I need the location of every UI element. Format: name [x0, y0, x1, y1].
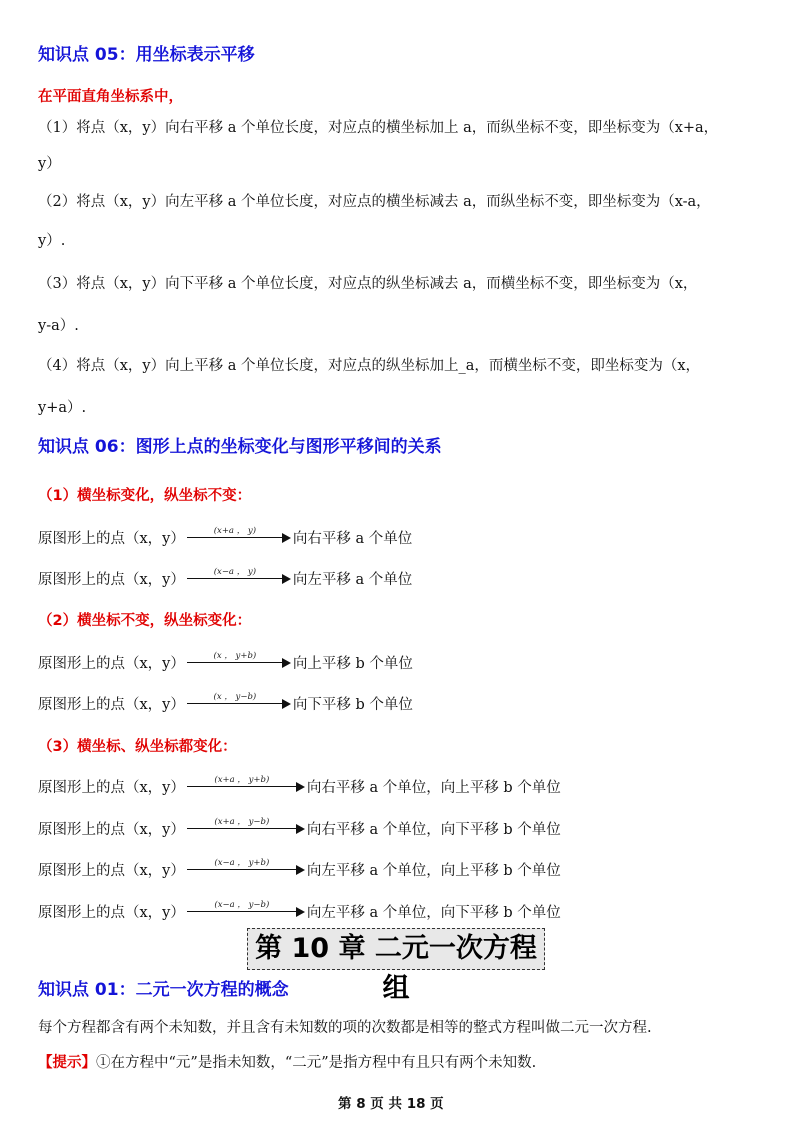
mapping-arrow-icon — [187, 774, 305, 798]
row-result: 向右平移 a 个单位，向下平移 b 个单位 — [306, 821, 561, 838]
row-prefix: 原图形上的点（x，y） — [38, 571, 185, 588]
row-prefix: 原图形上的点（x，y） — [38, 530, 185, 547]
row-prefix: 原图形上的点（x，y） — [38, 862, 185, 879]
mapping-row — [38, 816, 561, 840]
arrow-label: (x+a ， y+b) — [214, 775, 270, 785]
item-2-line-1: （2）将点（x，y）向左平移 a 个单位长度，对应点的横坐标减去 a，而纵坐标不变，即坐标变为（x-a， — [38, 194, 711, 210]
arrow-label: (x+a ， y) — [213, 526, 257, 536]
arrow-label: (x−a ， y) — [213, 567, 257, 577]
row-result: 向左平移 a 个单位 — [292, 571, 413, 588]
item-4-line-1: （4）将点（x，y）向上平移 a 个单位长度，对应点的纵坐标加上_a，而横坐标不变，即坐标变为（x， — [38, 358, 701, 374]
mapping-arrow-icon — [187, 816, 305, 840]
section-06-title: 知识点 06：图形上点的坐标变化与图形平移间的关系 — [38, 437, 442, 457]
arrow-label: (x+a ， y−b) — [214, 817, 270, 827]
arrow-label: (x−a ， y+b) — [214, 858, 270, 868]
section-05-title: 知识点 05：用坐标表示平移 — [38, 45, 255, 65]
item-4-line-2: y+a）. — [38, 400, 87, 416]
row-prefix: 原图形上的点（x，y） — [38, 821, 185, 838]
page-number: 第 8 页 共 18 页 — [338, 1096, 444, 1112]
mapping-arrow-icon — [187, 691, 291, 715]
subsection-2-title: （2）横坐标不变，纵坐标变化： — [38, 613, 252, 629]
mapping-row — [38, 650, 413, 674]
section-05-intro: 在平面直角坐标系中， — [38, 89, 183, 105]
item-3-line-2: y-a）. — [38, 318, 79, 334]
arrow-label: (x−a ， y−b) — [214, 900, 270, 910]
row-result: 向右平移 a 个单位，向上平移 b 个单位 — [306, 779, 561, 796]
row-result: 向上平移 b 个单位 — [292, 655, 413, 672]
section-01-title: 知识点 01：二元一次方程的概念 — [38, 980, 289, 1000]
tip-label: 【提示】 — [38, 1054, 96, 1071]
item-3-line-1: （3）将点（x，y）向下平移 a 个单位长度，对应点的纵坐标减去 a，而横坐标不变，即坐标变为（x， — [38, 276, 698, 292]
tip-text: ①在方程中“元”是指未知数，“二元”是指方程中有且只有两个未知数. — [96, 1055, 537, 1071]
subsection-3-title: （3）横坐标、纵坐标都变化： — [38, 739, 237, 755]
mapping-row — [38, 857, 561, 881]
definition-text: 每个方程都含有两个未知数，并且含有未知数的项的次数都是相等的整式方程叫做二元一次方程. — [38, 1020, 652, 1036]
mapping-arrow-icon — [187, 899, 305, 923]
item-1-line-1: （1）将点（x，y）向右平移 a 个单位长度，对应点的横坐标加上 a，而纵坐标不变，即坐标变为（x+a， — [38, 120, 719, 136]
tip-line — [38, 1053, 536, 1073]
arrow-label: (x ， y+b) — [213, 651, 257, 661]
mapping-arrow-icon — [187, 566, 291, 590]
mapping-arrow-icon — [187, 650, 291, 674]
row-prefix: 原图形上的点（x，y） — [38, 696, 185, 713]
row-result: 向右平移 a 个单位 — [292, 530, 413, 547]
mapping-row — [38, 566, 412, 590]
row-prefix: 原图形上的点（x，y） — [38, 904, 185, 921]
mapping-row — [38, 525, 412, 549]
mapping-arrow-icon — [187, 525, 291, 549]
mapping-arrow-icon — [187, 857, 305, 881]
item-1-line-2: y） — [38, 156, 61, 172]
item-2-line-2: y）. — [38, 233, 66, 249]
row-prefix: 原图形上的点（x，y） — [38, 779, 185, 796]
subsection-1-title: （1）横坐标变化，纵坐标不变： — [38, 488, 252, 504]
row-result: 向下平移 b 个单位 — [292, 696, 413, 713]
arrow-label: (x ， y−b) — [213, 692, 257, 702]
row-prefix: 原图形上的点（x，y） — [38, 655, 185, 672]
mapping-row — [38, 774, 561, 798]
mapping-row — [38, 691, 413, 715]
mapping-row — [38, 899, 561, 923]
chapter-title: 第 10 章 二元一次方程组 — [247, 928, 545, 970]
row-result: 向左平移 a 个单位，向上平移 b 个单位 — [306, 862, 561, 879]
row-result: 向左平移 a 个单位，向下平移 b 个单位 — [306, 904, 561, 921]
